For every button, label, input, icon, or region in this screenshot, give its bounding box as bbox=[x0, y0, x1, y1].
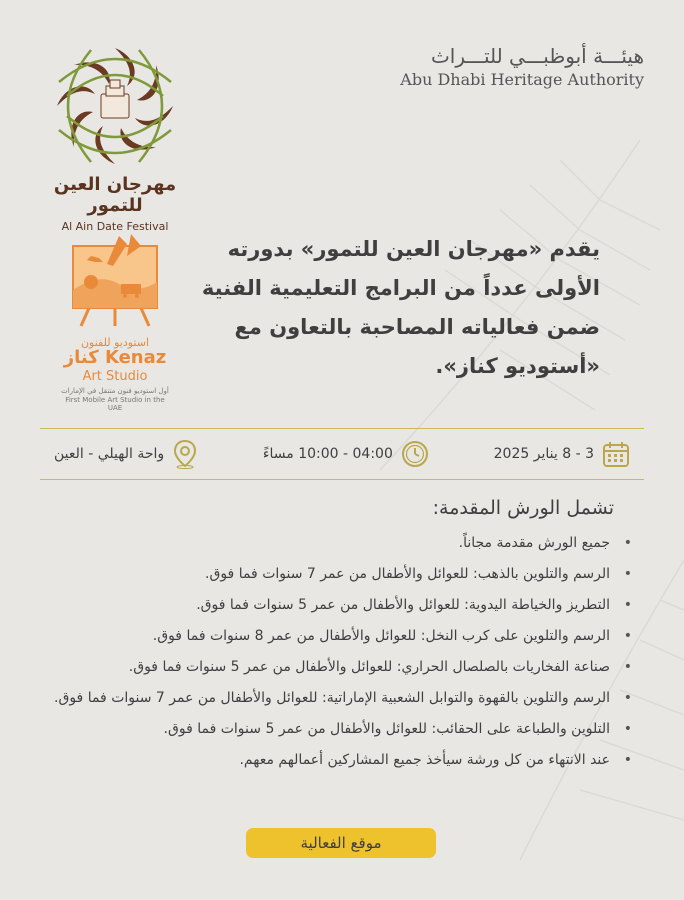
time-text: 04:00 - 10:00 مساءً bbox=[262, 446, 393, 462]
workshops-title: تشمل الورش المقدمة: bbox=[432, 497, 614, 519]
list-item: • التطريز والخياطة اليدوية: للعوائل والأطفال من عمر 5 سنوات فما فوق. bbox=[54, 590, 634, 621]
studio-logo bbox=[60, 232, 170, 412]
location-pin-icon bbox=[172, 439, 198, 469]
workshops-list bbox=[54, 528, 634, 776]
list-item: • الرسم والتلوين على كرب النخل: للعوائل والأطفال من عمر 8 سنوات فما فوق. bbox=[54, 621, 634, 652]
list-item: • التلوين والطباعة على الحقائب: للعوائل والأطفال من عمر 5 سنوات فما فوق. bbox=[54, 714, 634, 745]
date-info bbox=[494, 440, 630, 468]
festival-logo bbox=[40, 42, 190, 233]
list-item: • جميع الورش مقدمة مجاناً. bbox=[54, 528, 634, 559]
festival-name-ar: مهرجان العين للتمور bbox=[53, 174, 177, 216]
studio-easel-icon bbox=[69, 232, 161, 328]
list-item: • عند الانتهاء من كل ورشة سيأخذ جميع المشاركين أعمالهم معهم. bbox=[54, 745, 634, 776]
list-item: • صناعة الفخاريات بالصلصال الحراري: للعوائل والأطفال من عمر 5 سنوات فما فوق. bbox=[54, 652, 634, 683]
calendar-icon bbox=[602, 440, 630, 468]
location-info bbox=[54, 439, 198, 469]
event-location-button[interactable]: موقع الفعالية bbox=[246, 828, 436, 858]
event-info-bar bbox=[40, 428, 644, 480]
location-text: واحة الهيلي - العين bbox=[54, 446, 165, 462]
studio-name-ar: استوديو للفنون bbox=[80, 336, 150, 349]
festival-name-en: Al Ain Date Festival bbox=[61, 220, 169, 233]
authority-header bbox=[400, 44, 644, 89]
date-text: 3 - 8 يناير 2025 bbox=[493, 446, 594, 462]
clock-icon bbox=[401, 440, 429, 468]
authority-name-en: Abu Dhabi Heritage Authority bbox=[400, 70, 644, 89]
list-item: • الرسم والتلوين بالذهب: للعوائل والأطفال من عمر 7 سنوات فما فوق. bbox=[54, 559, 634, 590]
studio-wordmark: كناز Kenaz bbox=[63, 347, 167, 368]
studio-tagline-ar: أول استوديو فنون متنقل في الإمارات bbox=[61, 387, 169, 395]
time-info bbox=[263, 440, 429, 468]
intro-paragraph: يقدم «مهرجان العين للتمور» بدورته الأولى عدداً من البرامج التعليمية الفنية ضمن فعالياته المصاحبة بالتعاون مع «أستوديو كناز». bbox=[201, 237, 600, 378]
studio-tagline-en: First Mobile Art Studio in the UAE bbox=[65, 396, 165, 412]
studio-subtitle: Art Studio bbox=[82, 369, 148, 384]
list-item: • الرسم والتلوين بالقهوة والتوابل الشعبية الإماراتية: للعوائل والأطفال من عمر 7 سنوات فما فوق. bbox=[54, 683, 634, 714]
festival-emblem-icon bbox=[45, 42, 185, 170]
authority-name-ar: هيئـــة أبوظبـــي للتـــراث bbox=[430, 44, 644, 68]
